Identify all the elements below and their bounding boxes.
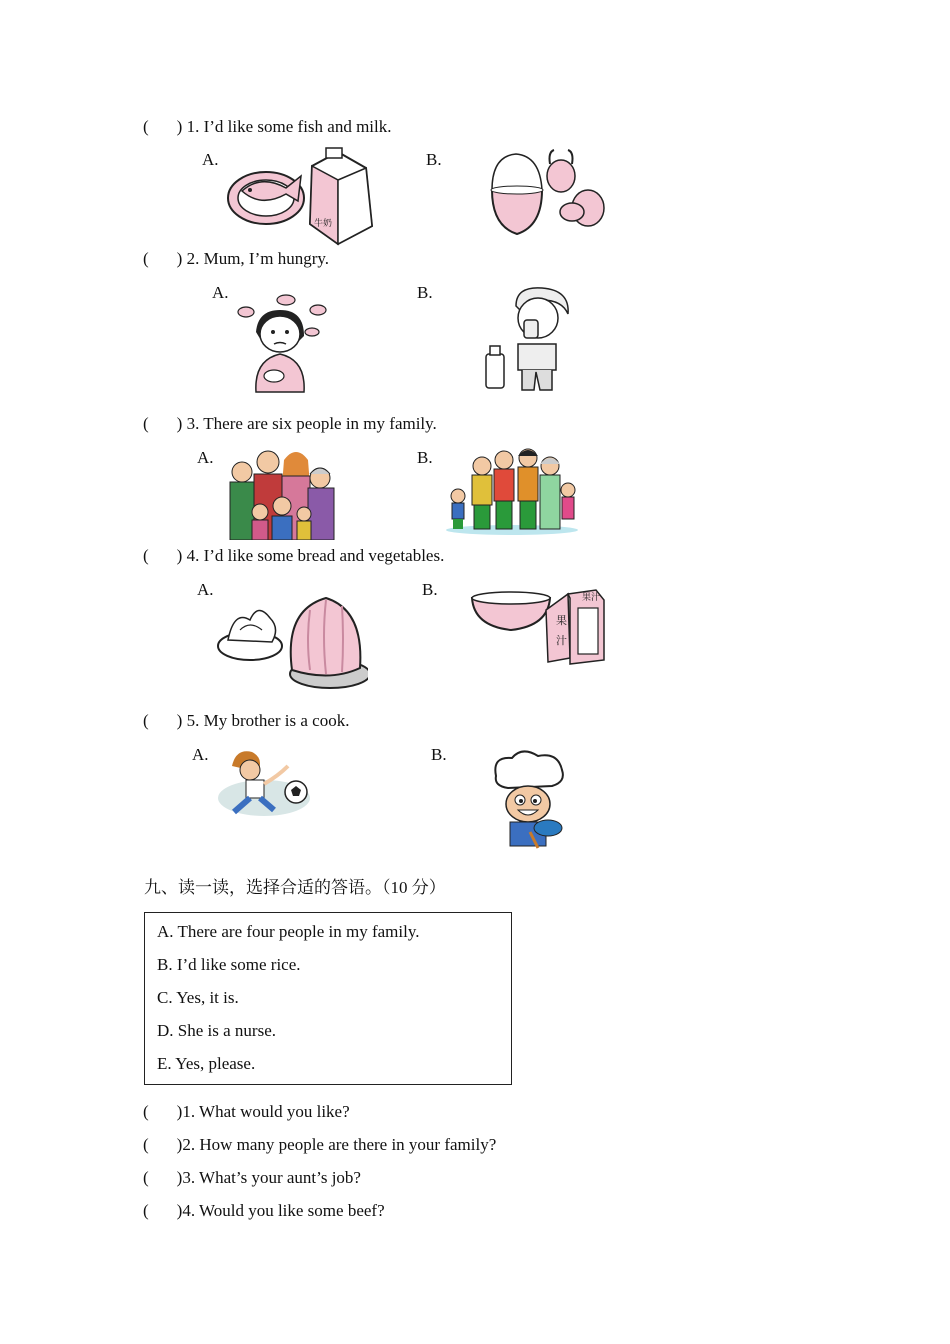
answer-paren-open: ( [143, 414, 149, 433]
answer-paren-open: ( [143, 249, 149, 268]
question-3 [143, 414, 437, 434]
option-a-label: A. [212, 283, 229, 302]
juice-carton-top-label: 果汁 [582, 593, 601, 603]
porridge-and-juice-picture [470, 586, 608, 666]
answer-paren-close: ) [176, 1168, 183, 1187]
question-text: I’d like some bread and vegetables. [203, 546, 445, 565]
question-5 [143, 711, 349, 731]
answer-paren-open: ( [143, 711, 149, 730]
question-2 [143, 249, 329, 269]
question-text: I’d like some fish and milk. [203, 117, 392, 136]
juice-carton-char-2: 汁 [556, 634, 567, 647]
option-b-label: B. [422, 580, 438, 599]
answer-option-b: B. I’d like some rice. [157, 955, 301, 974]
juice-carton-char-1: 果 [556, 614, 567, 627]
question-text: Mum, I’m hungry. [203, 249, 330, 268]
answer-paren-close: ) [176, 1102, 183, 1121]
option-a-label: A. [197, 580, 214, 599]
option-b-label: B. [426, 150, 442, 169]
option-a-label: A. [202, 150, 219, 169]
answer-option-c: C. Yes, it is. [157, 988, 239, 1007]
question-number: 4. [186, 546, 200, 565]
answer-paren-open: ( [143, 546, 149, 565]
answer-paren-open: ( [143, 1168, 149, 1187]
answer-option-d: D. She is a nurse. [157, 1021, 276, 1040]
answer-paren-open: ( [143, 1135, 149, 1154]
answer-paren-close: ) [176, 249, 183, 268]
section-9-question-4 [143, 1201, 385, 1221]
milk-carton-label: 牛奶 [314, 219, 333, 229]
question-text: 4. Would you like some beef? [182, 1201, 385, 1220]
vegetables-and-bread-picture [214, 590, 368, 694]
big-family-picture [220, 446, 342, 540]
answer-paren-close: ) [176, 546, 183, 565]
cook-boy-picture [486, 750, 570, 852]
answer-paren-close: ) [176, 1201, 183, 1220]
question-number: 5. [186, 711, 200, 730]
option-b-label: B. [431, 745, 447, 764]
hungry-girl-picture [232, 292, 332, 396]
answer-paren-close: ) [176, 711, 183, 730]
answer-paren-close: ) [176, 117, 183, 136]
answer-paren-open: ( [143, 1201, 149, 1220]
question-text: My brother is a cook. [203, 711, 350, 730]
answer-options-box [144, 912, 512, 1085]
answer-paren-open: ( [143, 117, 149, 136]
section-9-title: 九、读一读，选择合适的答语。（10 分） [144, 878, 446, 897]
answer-option-a: A. There are four people in my family. [157, 922, 420, 941]
question-number: 3. [186, 414, 200, 433]
question-number: 1. [186, 117, 200, 136]
section-9-question-1 [143, 1102, 350, 1122]
answer-option-e: E. Yes, please. [157, 1054, 256, 1073]
fish-and-milk-picture [226, 146, 378, 246]
answer-paren-close: ) [176, 414, 183, 433]
six-people-family-picture [444, 444, 580, 536]
option-b-label: B. [417, 283, 433, 302]
option-a-label: A. [192, 745, 209, 764]
question-text: There are six people in my family. [203, 414, 437, 433]
section-9-question-3 [143, 1168, 361, 1188]
answer-paren-close: ) [176, 1135, 183, 1154]
option-a-label: A. [197, 448, 214, 467]
option-b-label: B. [417, 448, 433, 467]
question-text: 3. What’s your aunt’s job? [182, 1168, 361, 1187]
answer-paren-open: ( [143, 1102, 149, 1121]
question-1 [143, 117, 392, 137]
question-4 [143, 546, 444, 566]
rice-and-beef-picture [488, 146, 608, 238]
football-player-picture [214, 748, 318, 820]
question-text: 2. How many people are there in your family? [182, 1135, 497, 1154]
section-9-question-2 [143, 1135, 496, 1155]
question-number: 2. [186, 249, 200, 268]
thirsty-boy-picture [472, 284, 576, 396]
question-text: 1. What would you like? [182, 1102, 350, 1121]
